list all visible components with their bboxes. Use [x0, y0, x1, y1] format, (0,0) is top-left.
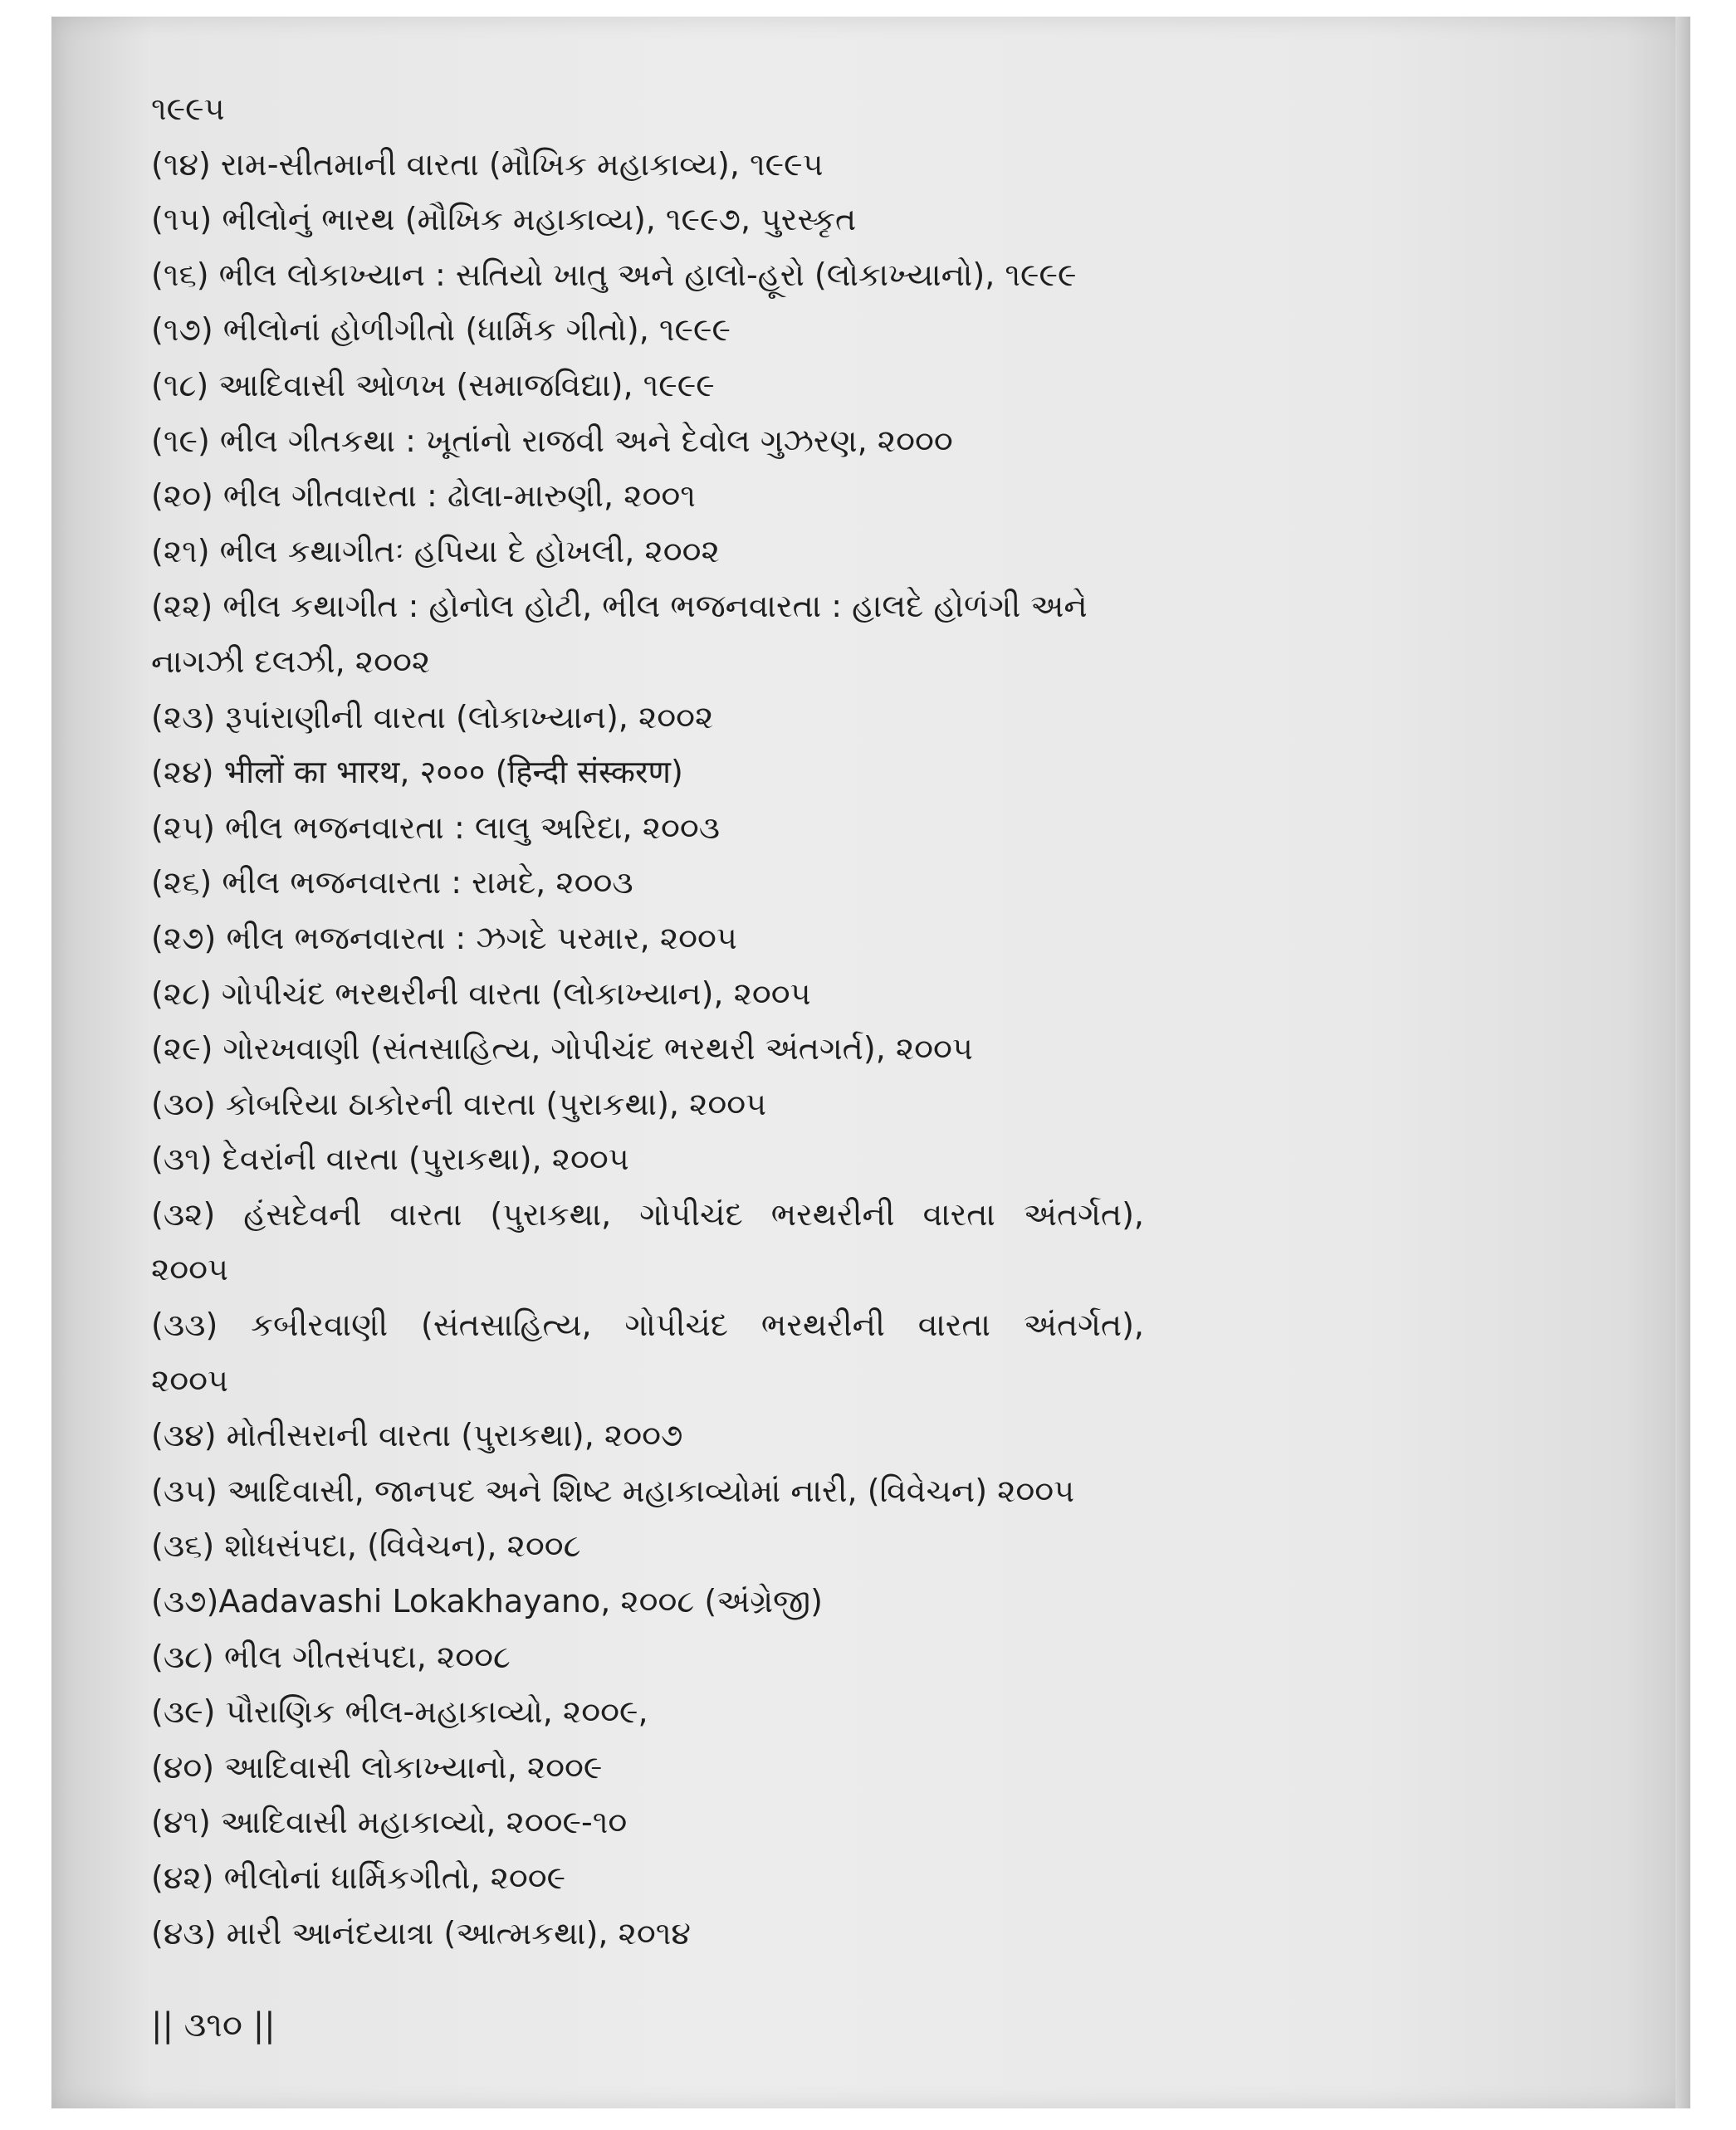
list-line: (૨૮) ગોપીચંદ ભરથરીની વારતા (લોકાખ્યાન), ૨૦૦૫	[151, 975, 811, 1012]
list-line: (૧૪) રામ-સીતમાની વારતા (મૌખિક મહાકાવ્ય), ૧૯૯૫	[151, 145, 824, 183]
page-edge	[1675, 17, 1690, 2108]
list-line: (૧૯) ભીલ ગીતકથા : ખૂતાંનો રાજવી અને દેવોલ ગુઝરણ, ૨૦૦૦	[151, 422, 953, 459]
list-line: (૨૩) રૂપાંરાણીની વારતા (લોકાખ્યાન), ૨૦૦૨	[151, 698, 714, 735]
list-line: (૪૦) આદિવાસી લોકાખ્યાનો, ૨૦૦૯	[151, 1748, 603, 1786]
list-line: (૨૫) ભીલ ભજનવારતા : લાલુ અરિદા, ૨૦૦૩	[151, 809, 721, 846]
list-line: (૩૪) મોતીસરાની વારતા (પુરાકથા), ૨૦૦૭	[151, 1417, 683, 1454]
list-line: (૩૩) કબીરવાણી (સંતસાહિત્ય, ગોપીચંદ ભરથરીની વારતા અંતર્ગત),	[151, 1307, 1144, 1344]
list-line: (૧૮) આદિવાસી ઓળખ (સમાજવિદ્યા), ૧૯૯૯	[151, 366, 715, 403]
list-line: (૩૯) પૌરાણિક ભીલ-મહાકાવ્યો, ૨૦૦૯,	[151, 1693, 648, 1731]
page-number: || ૩૧૦ ||	[151, 2006, 276, 2045]
list-line: (૩૧) દેવરાંની વારતા (પુરાકથા), ૨૦૦૫	[151, 1141, 629, 1178]
list-line: (૨૧) ભીલ કથાગીતઃ હપિયા દે હોખલી, ૨૦૦૨	[151, 532, 720, 569]
list-line: (૨૭) ભીલ ભજનવારતા : ઝગદે પરમાર, ૨૦૦૫	[151, 919, 737, 956]
list-line: (૨૪) भीलों का भारथ, २००० (हिन्दी संस्करण)	[151, 754, 683, 791]
list-line: ૨૦૦૫	[151, 1361, 229, 1399]
book-page	[51, 17, 1690, 2108]
list-line: (૧૫) ભીલોનું ભારથ (મૌખિક મહાકાવ્ય), ૧૯૯૭, પુરસ્કૃત	[151, 201, 857, 238]
list-line: (૨૨) ભીલ કથાગીત : હોનોલ હોટી, ભીલ ભજનવારતા : હાલદે હોળંગી અને	[151, 588, 1088, 625]
bibliography-list	[151, 81, 1189, 1961]
list-line: (૩૨) હંસદેવની વારતા (પુરાકથા, ગોપીચંદ ભરથરીની વારતા અંતર્ગત),	[151, 1195, 1144, 1233]
list-line: (૩૦) કોબરિયા ઠાકોરની વારતા (પુરાકથા), ૨૦૦૫	[151, 1085, 767, 1122]
list-line: (૩૫) આદિવાસી, જાનપદ અને શિષ્ટ મહાકાવ્યોમાં નારી, (વિવેચન) ૨૦૦૫	[151, 1472, 1075, 1509]
list-line: નાગઝી દલઝી, ૨૦૦૨	[151, 642, 431, 680]
list-line: ૧૯૯૫	[151, 90, 225, 127]
list-line: (૧૭) ભીલોનાં હોળીગીતો (ધાર્મિક ગીતો), ૧૯૯૯	[151, 311, 731, 349]
list-line: (૨૯) ગોરખવાણી (સંતસાહિત્ય, ગોપીચંદ ભરથરી અંતગર્ત), ૨૦૦૫	[151, 1030, 973, 1067]
list-line: ૨૦૦૫	[151, 1251, 229, 1288]
list-line: (૪૨) ભીલોનાં ધાર્મિકગીતો, ૨૦૦૯	[151, 1859, 566, 1896]
list-line: (૨૬) ભીલ ભજનવારતા : રામદે, ૨૦૦૩	[151, 864, 633, 901]
list-line: (૩૮) ભીલ ગીતસંપદા, ૨૦૦૮	[151, 1638, 511, 1675]
list-line: (૪૧) આદિવાસી મહાકાવ્યો, ૨૦૦૯-૧૦	[151, 1804, 628, 1841]
list-line: (૩૭)Aadavashi Lokakhayano, ૨૦૦૮ (અંગ્રેજી)	[151, 1583, 823, 1620]
list-line: (૨૦) ભીલ ગીતવારતા : ઢોલા-મારુણી, ૨૦૦૧	[151, 477, 696, 515]
list-line: (૩૬) શોધસંપદા, (વિવેચન), ૨૦૦૮	[151, 1527, 581, 1565]
list-line: (૪૩) મારી આનંદયાત્રા (આત્મકથા), ૨૦૧૪	[151, 1914, 691, 1952]
list-line: (૧૬) ભીલ લોકાખ્યાન : સતિયો ખાતુ અને હાલો-હૂરો (લોકાખ્યાનો), ૧૯૯૯	[151, 256, 1077, 293]
